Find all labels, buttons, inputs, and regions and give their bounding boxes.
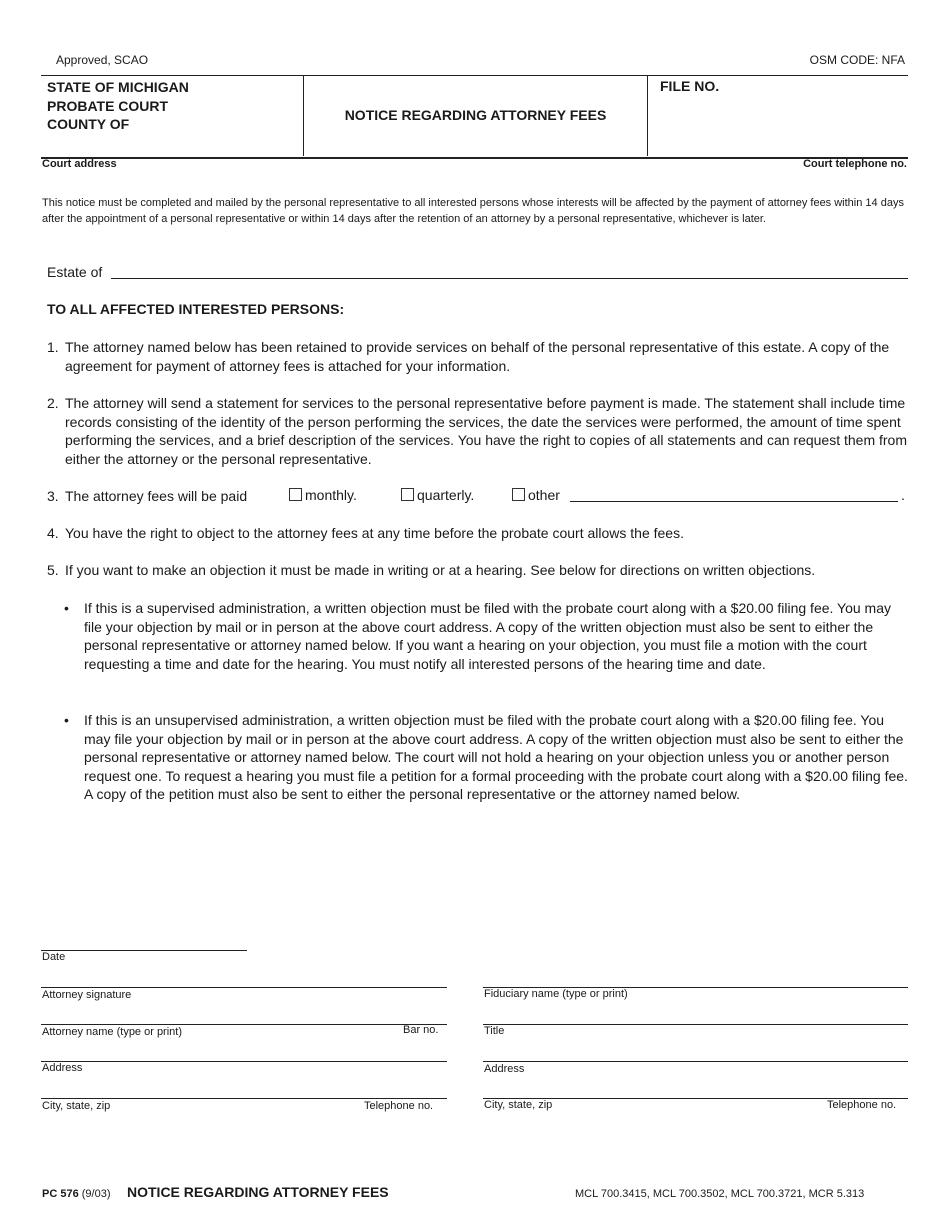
quarterly-checkbox[interactable] (401, 488, 414, 501)
estate-label: Estate of (47, 264, 103, 280)
item-number: 2. (47, 395, 59, 411)
form-code (42, 1188, 111, 1200)
form-number: PC 576 (42, 1188, 79, 1200)
monthly-option[interactable] (289, 487, 357, 503)
intro-instructions: This notice must be completed and mailed by the personal representative to all interested persons whose interests will be affected by the payment of attorney fees within 14 days after the appointment of a personal representative or within 14 days after the retention of an attorney by a personal representative, whichever is later. (42, 197, 904, 225)
quarterly-option[interactable] (401, 487, 474, 503)
item-number: 4. (47, 525, 59, 541)
court-address-label: Court address (42, 158, 117, 170)
approval-note: Approved, SCAO (56, 53, 149, 67)
bullet-text: If this is an unsupervised administration, a written objection must be filed with the probate court along with a $20.00 filing fee. You may file your objection by mail or in person at the above court address. A copy of the written objection must also be sent to either the personal representative or attorney named below. The court will not hold a hearing on your objection unless you or another person request one. To request a hearing you must file a petition for a formal proceeding with the probate court along with a $20.00 filing fee. A copy of the petition must also be sent to either the personal representative or the attorney named below. (84, 712, 908, 802)
bullet-item-supervised (64, 599, 910, 673)
monthly-label: monthly. (305, 487, 357, 503)
court-type: PROBATE COURT (47, 97, 169, 114)
attorney-signature-label: Attorney signature (42, 989, 132, 1001)
fiduciary-address-label: Address (484, 1063, 525, 1075)
sentence-end: . (901, 487, 905, 503)
attorney-city-label: City, state, zip (42, 1100, 111, 1112)
list-item (47, 524, 909, 543)
bullet-text: If this is a supervised administration, a written objection must be filed with the probate court along with a $20.00 filing fee. You may file your objection by mail or in person at the above court address. A copy of the written objection must also be sent to either the personal representative or attorney named below. If you want a hearing on your objection, you must file a motion with the court requesting a time and date for the hearing. You must notify all interested persons of the hearing time and date. (84, 600, 892, 672)
list-item (47, 561, 909, 580)
attorney-city-field[interactable] (41, 1098, 447, 1099)
attorney-name-field[interactable] (41, 1024, 447, 1025)
quarterly-label: quarterly. (417, 487, 475, 503)
item-number: 1. (47, 339, 59, 355)
item-number: 3. (47, 488, 59, 504)
other-option[interactable] (512, 487, 560, 503)
osm-code: OSM CODE: NFA (809, 53, 905, 67)
caption-divider (647, 76, 648, 156)
date-field[interactable] (41, 950, 247, 951)
form-revision: (9/03) (81, 1188, 111, 1200)
court-county: COUNTY OF (47, 116, 130, 132)
court-telephone-label: Court telephone no. (803, 158, 907, 170)
list-item (47, 338, 909, 375)
title-field[interactable] (483, 1024, 908, 1025)
footer-title: NOTICE REGARDING ATTORNEY FEES (127, 1184, 389, 1200)
court-block (47, 78, 189, 134)
legal-references: MCL 700.3415, MCL 700.3502, MCL 700.3721, MCR 5.313 (575, 1188, 865, 1200)
bar-no-label: Bar no. (403, 1024, 439, 1036)
date-label: Date (42, 951, 66, 963)
item-text: The attorney will send a statement for services to the personal representative before payment is made. The statement shall include time records consisting of the identity of the person performing the services, the date the services were performed, the amount of time spent performing the services, and a brief description of the services. You have the right to copies of all statements and can request them from either the attorney or the personal representative. (65, 395, 908, 467)
attorney-name-label: Attorney name (type or print) (42, 1026, 183, 1038)
fiduciary-city-label: City, state, zip (484, 1099, 553, 1111)
title-label: Title (484, 1025, 505, 1037)
attorney-address-field[interactable] (41, 1061, 447, 1062)
estate-name-field[interactable] (111, 278, 908, 279)
list-item (47, 394, 909, 468)
other-label: other (528, 487, 560, 503)
attorney-signature-field[interactable] (41, 987, 447, 988)
fiduciary-name-label: Fiduciary name (type or print) (484, 988, 628, 1000)
other-checkbox[interactable] (512, 488, 525, 501)
fiduciary-address-field[interactable] (483, 1061, 908, 1062)
item-text: The attorney fees will be paid (65, 488, 248, 504)
fiduciary-telephone-label: Telephone no. (827, 1099, 897, 1111)
item-text: If you want to make an objection it must be made in writing or at a hearing. See below for directions on written objections. (65, 562, 816, 578)
form-title: NOTICE REGARDING ATTORNEY FEES (344, 107, 607, 123)
item-text: You have the right to object to the attorney fees at any time before the probate court allows the fees. (65, 525, 684, 541)
other-frequency-field[interactable] (570, 501, 898, 502)
item-number: 5. (47, 562, 59, 578)
bullet-mark: • (64, 600, 69, 616)
bullet-mark: • (64, 712, 69, 728)
monthly-checkbox[interactable] (289, 488, 302, 501)
bullet-item-unsupervised (64, 711, 910, 804)
salutation: TO ALL AFFECTED INTERESTED PERSONS: (47, 301, 345, 317)
court-state: STATE OF MICHIGAN (47, 79, 189, 95)
list-item-payment (47, 487, 909, 506)
attorney-telephone-label: Telephone no. (364, 1100, 434, 1112)
item-text: The attorney named below has been retained to provide services on behalf of the personal representative of this estate. A copy of the agreement for payment of attorney fees is attached for your information. (65, 339, 890, 374)
attorney-address-label: Address (42, 1062, 83, 1074)
file-no-field[interactable]: FILE NO. (660, 78, 720, 94)
